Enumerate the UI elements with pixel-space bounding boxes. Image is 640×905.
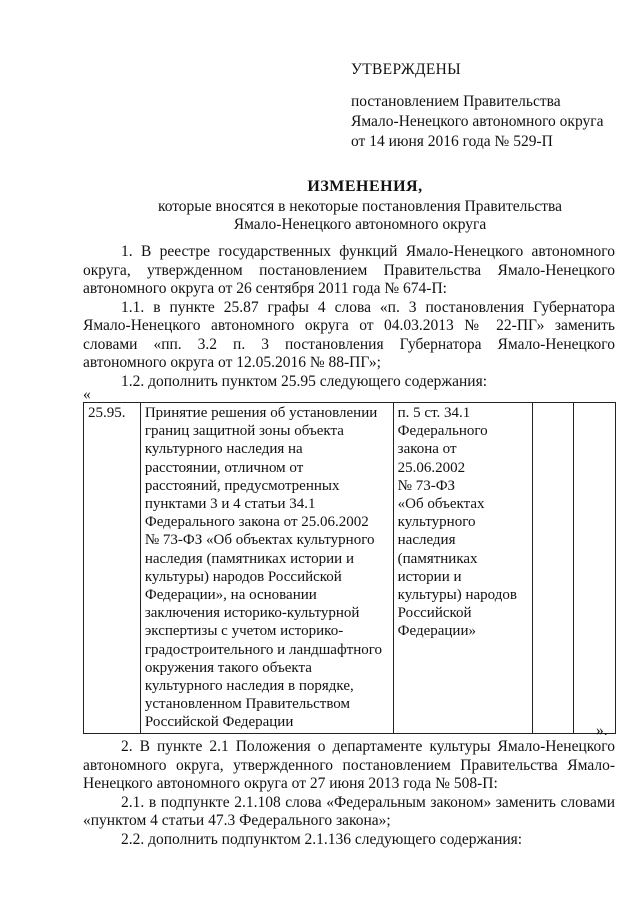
cell-line: закона от 25.06.2002: [397, 441, 466, 476]
paragraph-1-1: 1.1. в пункте 25.87 графы 4 слова «п. 3 постановления Губернатора Ямало-Ненецкого автономного округа от 04.03.2013 № 22-ПГ» заменить словами «пп. 3.2 п. 3 постановления Губернатора Ямало-Ненецкого автономного округа от 12.05.2016 № 88-ПГ»;: [83, 298, 615, 371]
cell-line: градостроительного и ландшафтного: [144, 641, 383, 658]
cell-line: культурного наследия в порядке,: [144, 678, 354, 695]
cell-line: № 73-ФЗ «Об объектах культурного: [144, 532, 375, 549]
function-name-cell: [140, 403, 393, 734]
cell-line: Российской Федерации: [144, 714, 294, 731]
registry-table: [83, 402, 616, 734]
cell-line: культуры) народов: [397, 587, 517, 604]
empty-cell: [574, 403, 616, 734]
cell-line: наследия: [397, 532, 456, 549]
cell-line: истории и: [397, 568, 462, 585]
heading-subtitle-line: Ямало-Ненецкого автономного округа: [233, 216, 487, 233]
cell-line: границ защитной зоны объекта: [144, 423, 344, 440]
paragraph-1-2: 1.2. дополнить пунктом 25.95 следующего содержания:: [121, 372, 487, 390]
quote-open-mark: «: [83, 386, 91, 403]
cell-line: наследия (памятниках истории и: [144, 550, 354, 567]
cell-line: Принятие решения об установлении: [144, 405, 378, 421]
paragraph-2-2: 2.2. дополнить подпунктом 2.1.136 следующего содержания:: [121, 830, 523, 848]
cell-line: (памятниках: [397, 550, 478, 567]
cell-line: культурного наследия на: [144, 441, 303, 458]
section-1: [83, 243, 615, 391]
cell-line: окружения такого объекта: [144, 659, 312, 676]
cell-line: культуры) народов Российской: [144, 568, 342, 585]
quote-close-mark: ».: [596, 722, 608, 739]
cell-line: Российской: [397, 605, 472, 622]
approval-line: от 14 июня 2016 года № 529-П: [351, 133, 553, 150]
approval-title: УТВЕРЖДЕНЫ: [351, 61, 461, 78]
document-heading: [90, 178, 630, 234]
item-number-cell: 25.95.: [84, 403, 141, 734]
empty-cell: [532, 403, 574, 734]
cell-line: № 73-ФЗ: [397, 477, 456, 494]
cell-line: заключения историко-культурной: [144, 605, 360, 622]
approval-line: постановлением Правительства: [351, 93, 561, 110]
paragraph-1: 1. В реестре государственных функций Ямало-Ненецкого автономного округа, утвержденном постановлением Правительства Ямало-Ненецкого автономного округа от 26 сентября 2011 года № 674-П:: [83, 243, 615, 297]
heading-title: ИЗМЕНЕНИЯ,: [307, 178, 423, 195]
section-2: [83, 738, 615, 849]
approval-stamp: [351, 60, 603, 152]
cell-line: пунктами 3 и 4 статьи 34.1: [144, 496, 316, 513]
cell-line: Федерального: [397, 423, 488, 440]
approval-line: Ямало-Ненецкого автономного округа: [351, 113, 604, 130]
cell-line: «Об объектах: [397, 496, 485, 513]
paragraph-2: 2. В пункте 2.1 Положения о департаменте культуры Ямало-Ненецкого автономного округа, утвержденного постановлением Правительства Ямало-Ненецкого автономного округа от 27 июня 2013 года № 508-П:: [83, 738, 615, 792]
paragraph-2-1: 2.1. в подпункте 2.1.108 слова «Федеральным законом» заменить словами «пунктом 4 статьи 47.3 Федерального закона»;: [83, 793, 615, 829]
cell-line: Федерации»: [397, 623, 476, 640]
cell-line: культурного: [397, 514, 476, 531]
cell-line: Федерации», на основании: [144, 587, 317, 604]
table-row: [84, 403, 616, 734]
cell-line: установленном Правительством: [144, 696, 351, 713]
cell-line: расстояний, предусмотренных: [144, 477, 340, 494]
cell-line: экспертизы с учетом историко-: [144, 623, 344, 640]
cell-line: Федерального закона от 25.06.2002: [144, 514, 369, 531]
legal-basis-cell: [393, 403, 532, 734]
cell-line: п. 5 ст. 34.1: [397, 405, 471, 421]
heading-subtitle-line: которые вносятся в некоторые постановления Правительства: [157, 198, 563, 215]
cell-line: расстоянии, отличном от: [144, 459, 304, 476]
